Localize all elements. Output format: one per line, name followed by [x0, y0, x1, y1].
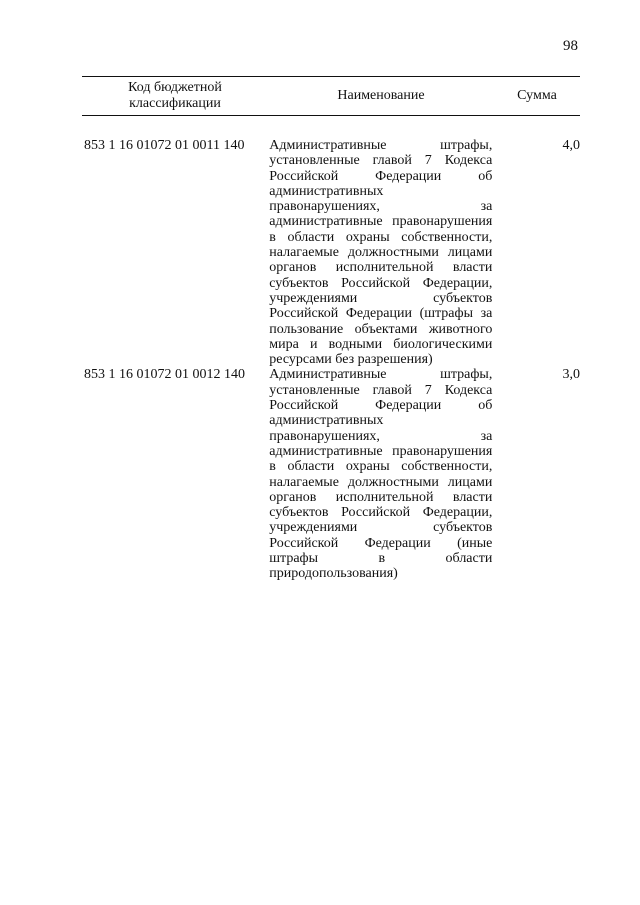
table-header — [82, 76, 580, 116]
table-row — [82, 367, 580, 581]
header-name: Наименование — [337, 88, 425, 103]
page-number: 98 — [563, 38, 578, 54]
row-sum: 4,0 — [562, 138, 580, 153]
budget-classification-table — [82, 76, 580, 582]
table-row — [82, 138, 580, 367]
row-name: Административные штрафы, установленные главой 7 Кодекса Российской Федерации об административных правонарушениях, за административные правонарушения в области охраны собственности, налагаемые должностными лицами органов исполнительной власти субъектов Российской Федерации, учреждениями субъектов Российской Федерации (штрафы за пользование объектами животного мира и водными биологическими ресурсами без разрешения) — [269, 138, 493, 368]
row-sum: 3,0 — [562, 367, 580, 383]
header-code: Код бюджетной классификации — [128, 80, 222, 111]
row-name: Административные штрафы, установленные главой 7 Кодекса Российской Федерации об административных правонарушениях, за административные правонарушения в области охраны собственности, налагаемые должностными лицами органов исполнительной власти субъектов Российской Федерации, учреждениями субъектов Российской Федерации (иные штрафы в области природопользования) — [269, 367, 493, 582]
header-sum: Сумма — [517, 88, 557, 103]
row-code: 853 1 16 01072 01 0012 140 — [84, 367, 245, 383]
table-body — [82, 138, 580, 582]
row-code: 853 1 16 01072 01 0011 140 — [84, 138, 245, 153]
